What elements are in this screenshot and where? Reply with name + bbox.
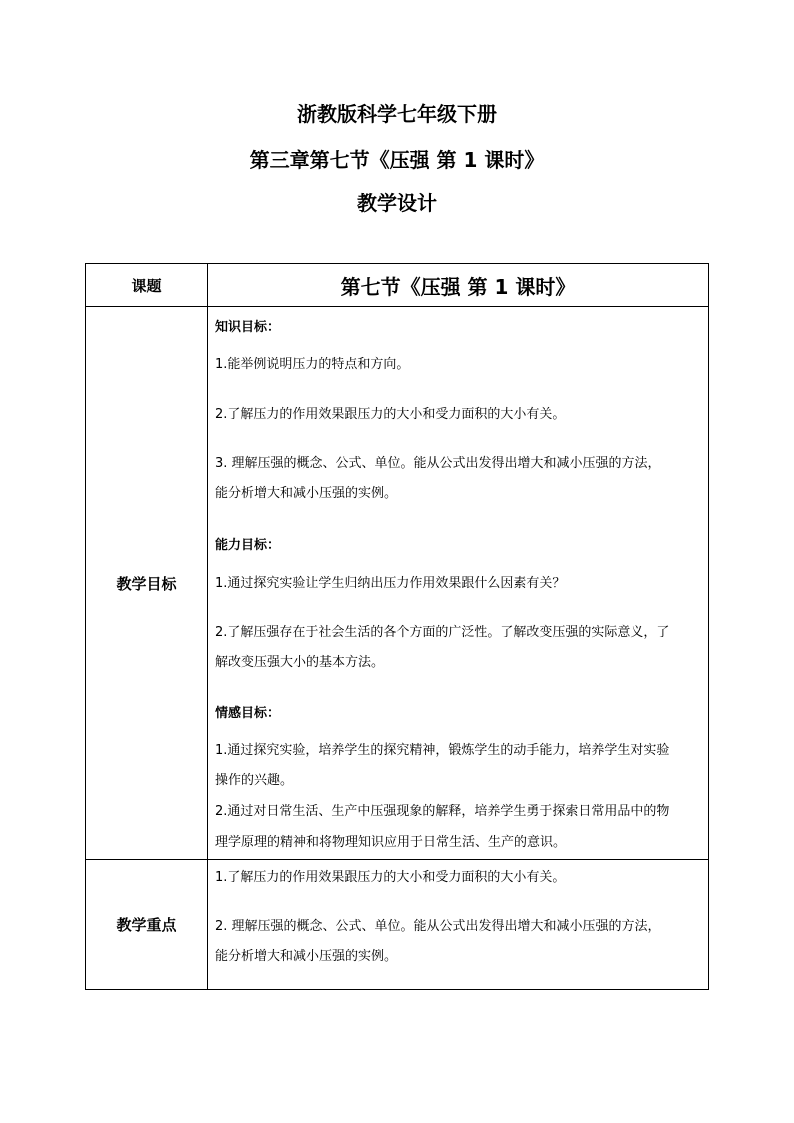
row-label-key-points: 教学重点 bbox=[86, 860, 208, 990]
title-line-1: 浙教版科学七年级下册 bbox=[297, 102, 497, 126]
lesson-plan-table bbox=[85, 263, 709, 990]
emotion-heading: 情感目标： bbox=[215, 706, 281, 721]
emotion-item-1-line-2: 操作的兴趣。 bbox=[215, 773, 294, 788]
title-line-3: 教学设计 bbox=[357, 191, 437, 215]
knowledge-item-3-line-2: 能分析增大和减小压强的实例。 bbox=[215, 486, 398, 501]
topic-value: 第七节《压强 第 1 课时》 bbox=[208, 264, 709, 307]
knowledge-item-2: 2.了解压力的作用效果跟压力的大小和受力面积的大小有关。 bbox=[215, 407, 566, 422]
ability-heading: 能力目标： bbox=[215, 538, 281, 553]
ability-item-2-line-1: 2.了解压强存在于社会生活的各个方面的广泛性。了解改变压强的实际意义，了 bbox=[215, 625, 670, 640]
table-row-topic bbox=[86, 264, 709, 307]
key-point-1: 1.了解压力的作用效果跟压力的大小和受力面积的大小有关。 bbox=[215, 870, 566, 885]
key-points-content bbox=[208, 860, 709, 990]
emotion-item-1-line-1: 1.通过探究实验，培养学生的探究精神，锻炼学生的动手能力，培养学生对实验 bbox=[215, 743, 670, 758]
row-label-objectives: 教学目标 bbox=[86, 307, 208, 860]
emotion-item-2-line-1: 2.通过对日常生活、生产中压强现象的解释，培养学生勇于探索日常用品中的物 bbox=[215, 804, 670, 819]
key-point-2-line-2: 能分析增大和减小压强的实例。 bbox=[215, 949, 398, 964]
ability-item-2-line-2: 解改变压强大小的基本方法。 bbox=[215, 655, 385, 670]
title-line-2: 第三章第七节《压强 第 1 课时》 bbox=[249, 148, 545, 172]
knowledge-item-1: 1.能举例说明压力的特点和方向。 bbox=[215, 357, 410, 372]
knowledge-heading: 知识目标： bbox=[215, 320, 281, 335]
key-point-2-line-1: 2. 理解压强的概念、公式、单位。能从公式出发得出增大和减小压强的方法， bbox=[215, 919, 661, 934]
objectives-content bbox=[208, 307, 709, 860]
row-label-topic: 课题 bbox=[86, 264, 208, 307]
emotion-item-2-line-2: 理学原理的精神和将物理知识应用于日常生活、生产的意识。 bbox=[215, 835, 567, 850]
table-row-objectives bbox=[86, 307, 709, 860]
ability-item-1: 1.通过探究实验让学生归纳出压力作用效果跟什么因素有关？ bbox=[215, 576, 566, 591]
table-row-key-points bbox=[86, 860, 709, 990]
knowledge-item-3-line-1: 3. 理解压强的概念、公式、单位。能从公式出发得出增大和减小压强的方法， bbox=[215, 456, 661, 471]
